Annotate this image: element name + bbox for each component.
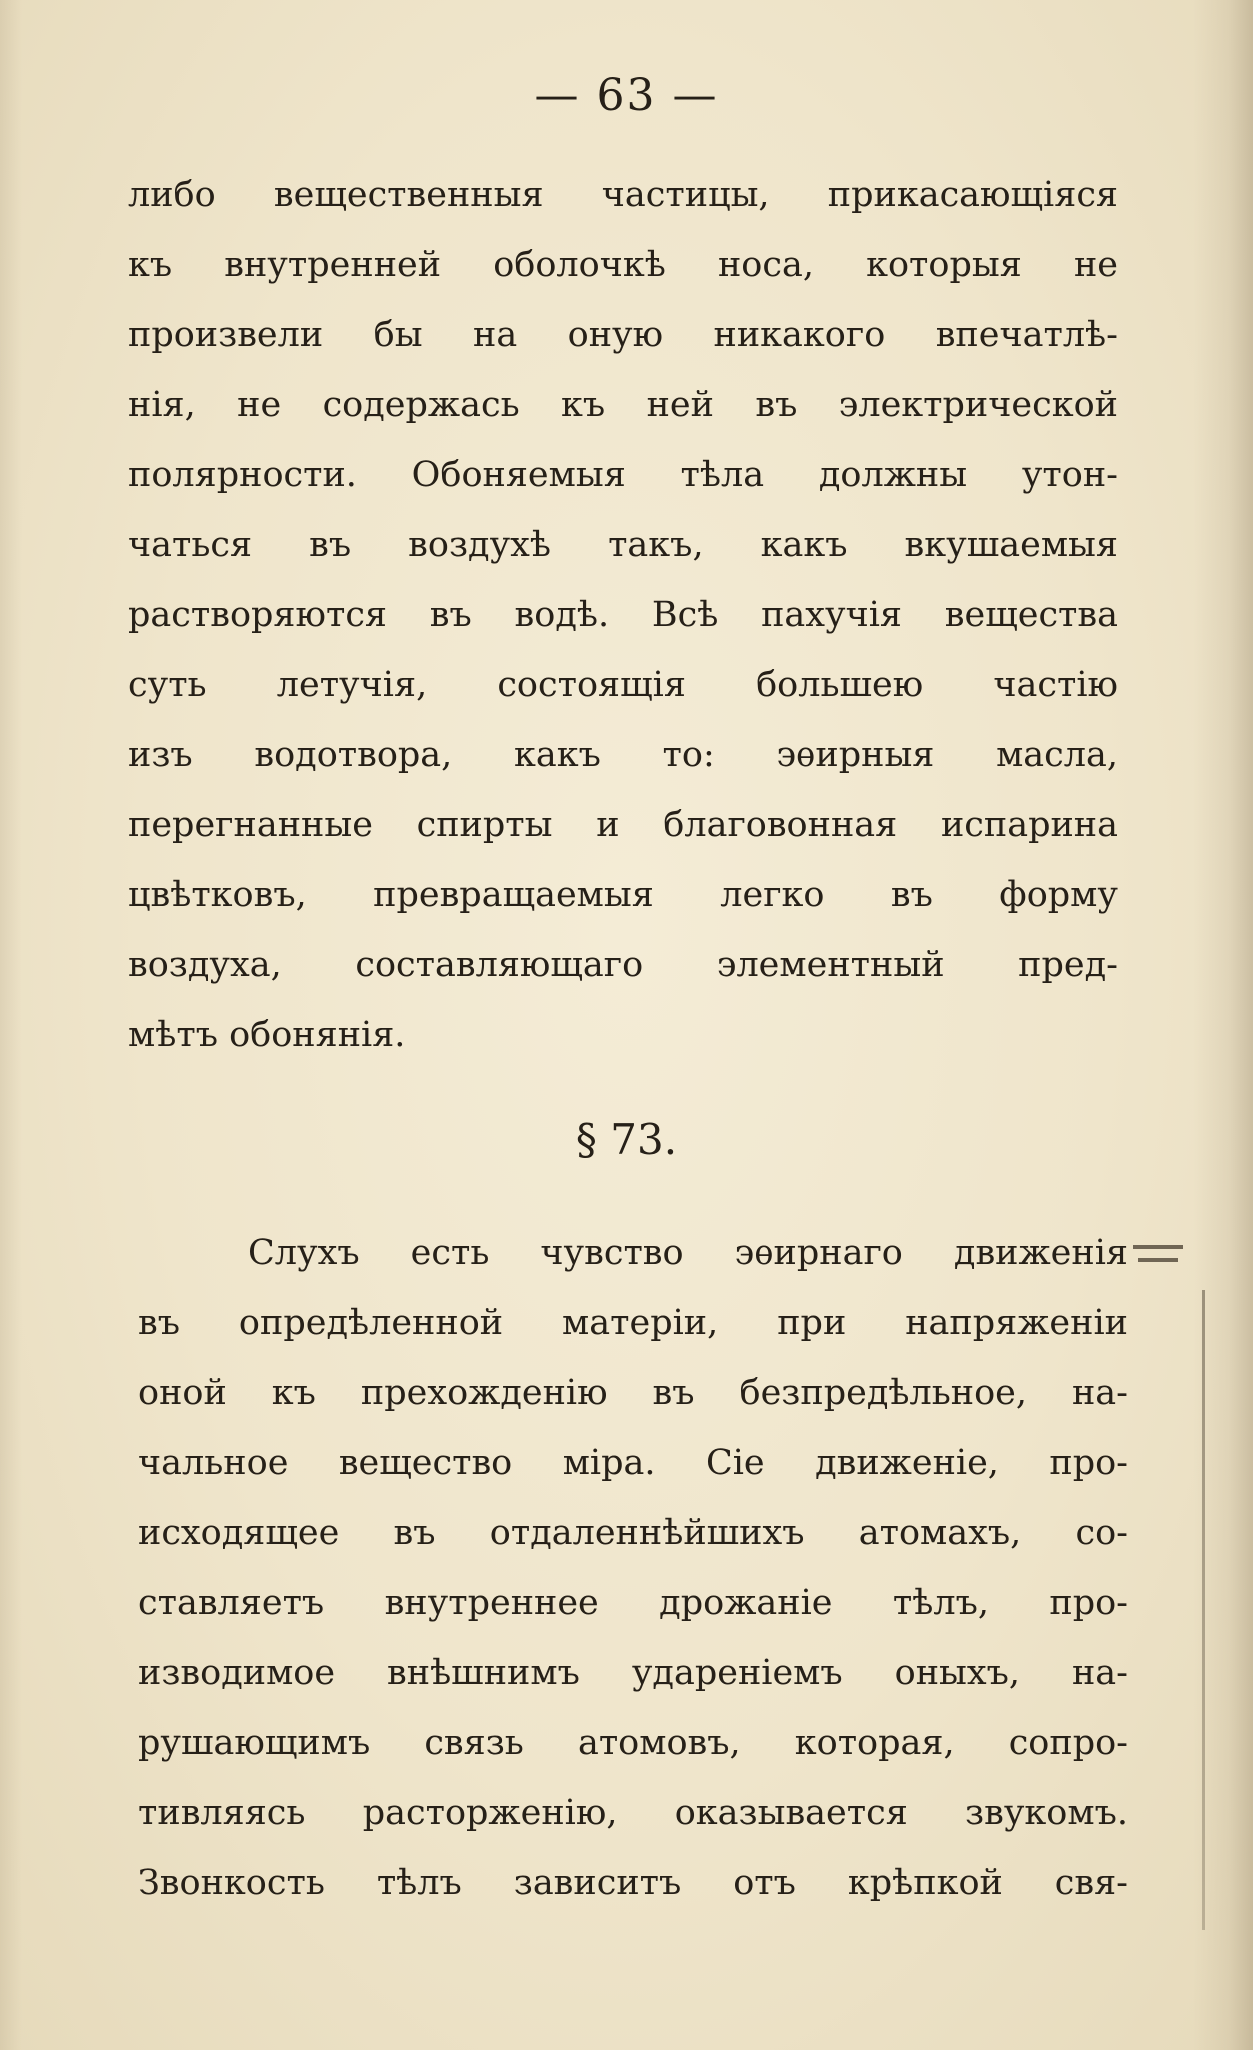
text-line: ставляетъ внутреннее дрожаніе тѣлъ, про- — [138, 1583, 1128, 1623]
text-line: чаться въ воздухѣ такъ, какъ вкушаемыя — [128, 525, 1118, 565]
text-line: изъ водотвора, какъ то: эѳирныя масла, — [128, 735, 1118, 775]
paragraph-2 — [138, 1218, 1128, 1918]
page-number: — 63 — — [534, 70, 719, 121]
text-line: тивляясь расторженію, оказывается звукомъ. — [138, 1793, 1128, 1833]
text-line: изводимое внѣшнимъ удареніемъ оныхъ, на- — [138, 1653, 1128, 1693]
text-line: воздуха, составляющаго элементный пред- — [128, 945, 1118, 985]
text-line: растворяются въ водѣ. Всѣ пахучія вещества — [128, 595, 1118, 635]
text-line: нія, не содержась къ ней въ электрической — [128, 385, 1118, 425]
section-heading: § 73. — [575, 1115, 678, 1164]
text-line: исходящее въ отдаленнѣйшихъ атомахъ, со- — [138, 1513, 1128, 1553]
text-line: Слухъ есть чувство эѳирнаго движенія — [248, 1233, 1128, 1273]
text-line: произвели бы на оную никакого впечатлѣ- — [128, 315, 1118, 355]
paragraph-1 — [128, 160, 1118, 1070]
page-edge-line — [1202, 1290, 1205, 1930]
margin-mark — [1133, 1245, 1183, 1249]
text-line: оной къ прехожденію въ безпредѣльное, на- — [138, 1373, 1128, 1413]
text-line: къ внутренней оболочкѣ носа, которыя не — [128, 245, 1118, 285]
margin-mark — [1138, 1258, 1178, 1262]
text-line: рушающимъ связь атомовъ, которая, сопро- — [138, 1723, 1128, 1763]
text-line: цвѣтковъ, превращаемыя легко въ форму — [128, 875, 1118, 915]
text-line: полярности. Обоняемыя тѣла должны утон- — [128, 455, 1118, 495]
text-line: суть летучія, состоящія большею частію — [128, 665, 1118, 705]
text-line: мѣтъ обонянія. — [128, 1015, 406, 1055]
page-gutter-shadow — [0, 0, 22, 2050]
text-line: Звонкость тѣлъ зависитъ отъ крѣпкой свя- — [138, 1863, 1128, 1903]
text-line: чальное вещество міра. Сіе движеніе, про- — [138, 1443, 1128, 1483]
text-line: перегнанные спирты и благовонная испарина — [128, 805, 1118, 845]
text-line: въ опредѣленной матеріи, при напряженіи — [138, 1303, 1128, 1343]
text-line: либо вещественныя частицы, прикасающіяся — [128, 175, 1118, 215]
